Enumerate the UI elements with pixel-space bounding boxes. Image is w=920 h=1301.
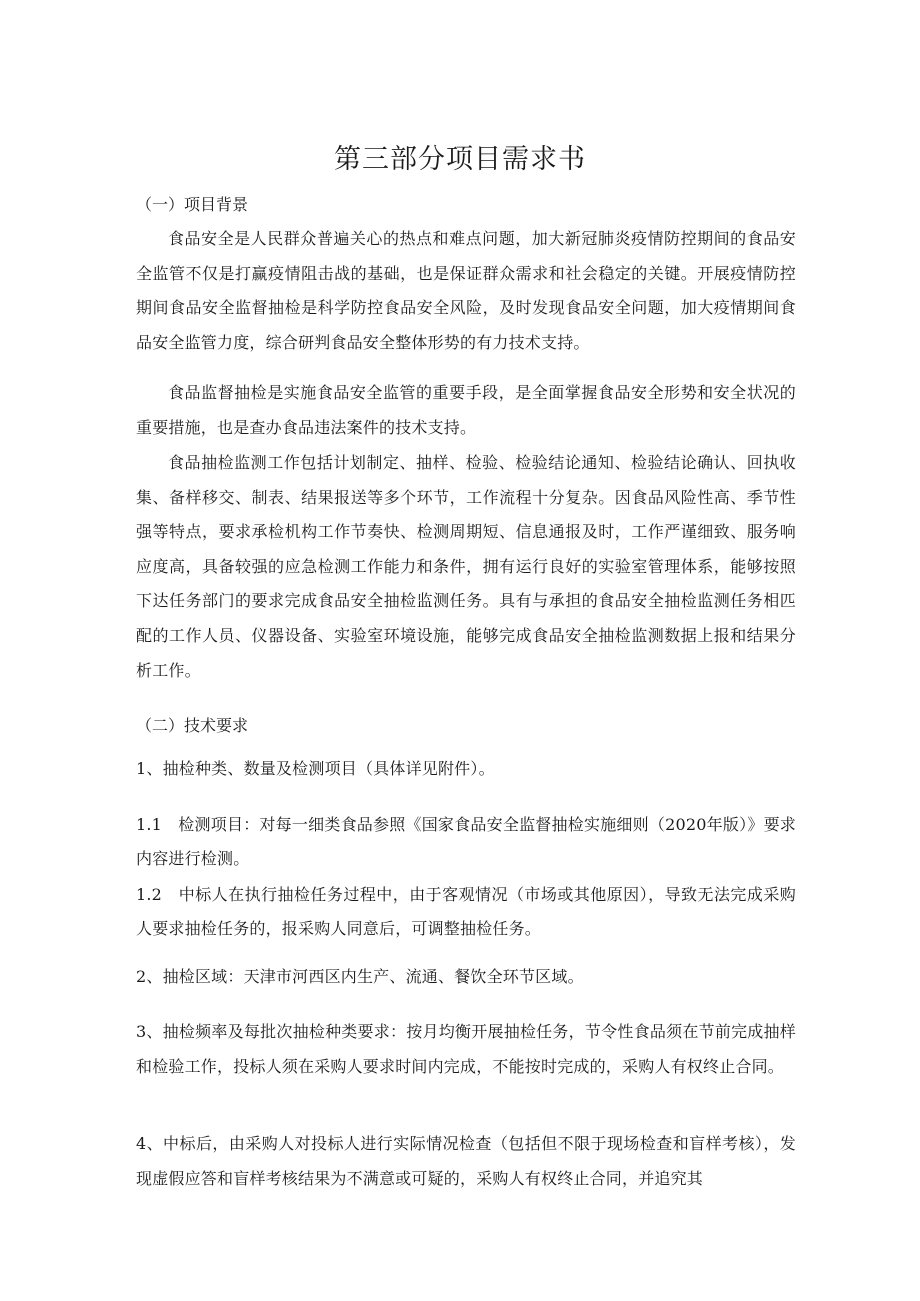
paragraph-sampling-workflow: 食品抽检监测工作包括计划制定、抽样、检验、检验结论通知、检验结论确认、回执收集、备样移交、制表、结果报送等多个环节，工作流程十分复杂。因食品风险性高、季节性强等特点，要求承检机构工作节奏快、检测周期短、信息通报及时，工作严谨细致、服务响应度高，具备较强的应急检测工作能力和条件，拥有运行良好的实验室管理体系，能够按照下达任务部门的要求完成食品安全抽检监测任务。具有与承担的食品安全抽检监测任务相匹配的工作人员、仪器设备、实验室环境设施，能够完成食品安全抽检监测数据上报和结果分析工作。 <box>136 453 796 680</box>
paragraph-supervision-sampling: 食品监督抽检是实施食品安全监管的重要手段，是全面掌握食品安全形势和安全状况的重要措施，也是查办食品违法案件的技术支持。 <box>136 383 796 437</box>
requirement-item-1: 1、抽检种类、数量及检测项目（具体详见附件）。 <box>136 759 495 778</box>
requirement-item-4: 4、中标后，由采购人对投标人进行实际情况检查（包括但不限于现场检查和盲样考核），发现虚假应答和盲样考核结果为不满意或可疑的，采购人有权终止合同，并追究其 <box>136 1134 796 1188</box>
requirement-item-2: 2、抽检区域：天津市河西区内生产、流通、餐饮全环节区域。 <box>136 967 584 986</box>
section-heading-background: （一）项目背景 <box>136 195 249 214</box>
requirement-item-3: 3、抽检频率及每批次抽检种类要求：按月均衡开展抽检任务，节令性食品须在节前完成抽样和检验工作，投标人须在采购人要求时间内完成，不能按时完成的，采购人有权终止合同。 <box>136 1022 796 1076</box>
requirement-item-1-1: 1.1 检测项目：对每一细类食品参照《国家食品安全监督抽检实施细则（2020年版）》要求内容进行检测。 <box>136 815 796 868</box>
paragraph-food-safety-importance: 食品安全是人民群众普遍关心的热点和难点问题，加大新冠肺炎疫情防控期间的食品安全监管不仅是打赢疫情阻击战的基础，也是保证群众需求和社会稳定的关键。开展疫情防控期间食品安全监督抽检是科学防控食品安全风险，及时发现食品安全问题，加大疫情期间食品安全监管力度，综合研判食品安全整体形势的有力技术支持。 <box>136 229 796 352</box>
page-title: 第三部分项目需求书 <box>334 144 586 175</box>
requirement-item-1-2: 1.2 中标人在执行抽检任务过程中，由于客观情况（市场或其他原因），导致无法完成采购人要求抽检任务的，报采购人同意后，可调整抽检任务。 <box>136 885 796 938</box>
section-heading-technical-requirements: （二）技术要求 <box>136 716 249 735</box>
